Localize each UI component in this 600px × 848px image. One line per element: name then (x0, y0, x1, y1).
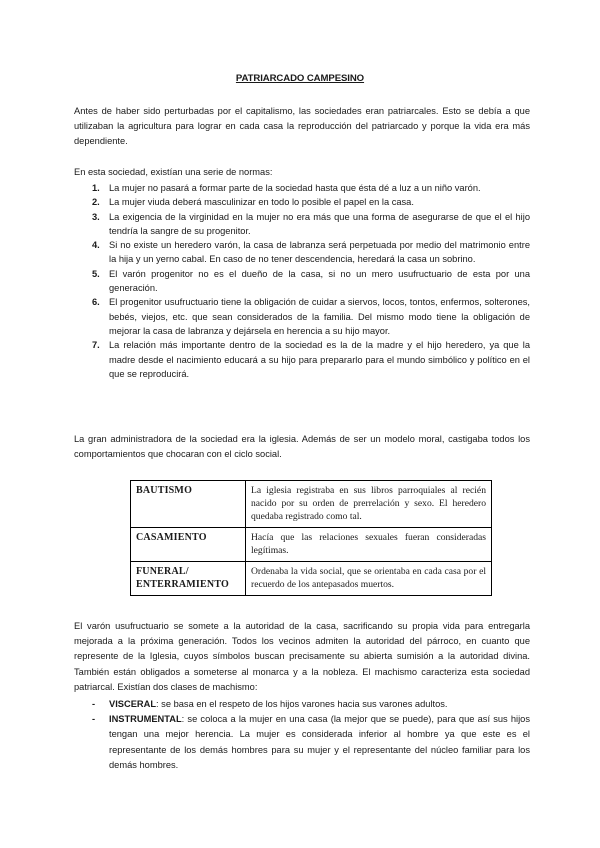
authority-paragraph: El varón usufructuario se somete a la autoridad de la casa, sacrificando su propia vida para entregarla mejorada a la próxima generación. Todos los vecinos admiten la autoridad del párroco, en cuanto que represente de la Iglesia, cuyos símbolos buscan precisamente su abierta sumisión a la autoridad divina. También están obligados a someterse al monarca y a la nobleza. El machismo caracteriza esta sociedad patriarcal. Existían dos clases de machismo: (74, 621, 530, 692)
norm-text: La mujer no pasará a formar parte de la sociedad hasta que ésta dé a luz a un niño varón. (109, 183, 481, 193)
norm-text: Si no existe un heredero varón, la casa de labranza será perpetuada por medio del matrimonio entre la hija y un yerno cabal. En caso de no tener descendencia, heredará la casa un sobrino. (109, 240, 530, 265)
machismo-item (74, 712, 530, 773)
norm-number: 5. (92, 268, 100, 279)
machismo-list (74, 697, 530, 773)
norm-number: 7. (92, 340, 100, 351)
norm-text: El progenitor usufructuario tiene la obligación de cuidar a siervos, locos, tontos, enfermos, solterones, bebés, viejos, etc. que sean considerados de la familia. Del mismo modo tiene la obligación de mejorar la casa de labranza y dejársela en herencia a su hijo mayor. (109, 297, 530, 336)
intro-paragraph: Antes de haber sido perturbadas por el capitalismo, las sociedades eran patriarcales. Esto se debía a que utilizaban la agricultura para lograr en cada casa la reproducción del patriarcado y porque la vida era más dependiente. (74, 106, 530, 147)
norm-item (74, 181, 530, 195)
table-row (131, 481, 492, 528)
rite-definition: Hacía que las relaciones sexuales fueran consideradas legítimas. (246, 527, 492, 561)
norms-list (74, 181, 530, 381)
document-title: PATRIARCADO CAMPESINO (235, 73, 365, 84)
norm-text: El varón progenitor no es el dueño de la casa, si no un mero usufructuario de esta por una generación. (109, 268, 530, 294)
list-dash: - (92, 699, 96, 709)
norm-item (74, 210, 530, 239)
rite-definition: La iglesia registraba en sus libros parroquiales al recién nacido por su orden de prerrelación y sexo. El heredero quedaba registrado como tal. (246, 481, 492, 528)
machismo-term: INSTRUMENTAL (109, 714, 182, 725)
norm-number: 1. (92, 183, 100, 193)
norm-number: 4. (92, 240, 100, 251)
list-dash: - (92, 714, 96, 725)
norm-number: 3. (92, 211, 100, 222)
rite-term: FUNERAL/ ENTERRAMIENTO (131, 561, 246, 595)
rite-term: BAUTISMO (131, 481, 246, 528)
machismo-text: : se basa en el respeto de los hijos varones hacia sus varones adultos. (156, 699, 448, 709)
church-paragraph: La gran administradora de la sociedad era la iglesia. Además de ser un modelo moral, castigaba todos los comportamientos que chocaran con el ciclo social. (74, 434, 530, 460)
machismo-term: VISCERAL (109, 699, 157, 709)
norm-number: 6. (92, 297, 100, 308)
norm-text: La relación más importante dentro de la sociedad es la de la madre y el hijo heredero, ya que la madre desde el nacimiento educará a su hijo para prepararlo para el mundo simbólico y político en el que se reproducirá. (109, 340, 530, 379)
rites-table (130, 480, 492, 596)
machismo-item (74, 697, 530, 712)
norm-item (74, 238, 530, 267)
norm-item (74, 267, 530, 296)
norm-item (74, 338, 530, 381)
norm-item (74, 195, 530, 209)
rite-term: CASAMIENTO (131, 527, 246, 561)
table-row (131, 527, 492, 561)
norm-number: 2. (92, 197, 100, 208)
norms-intro: En esta sociedad, existían una serie de normas: (74, 167, 273, 177)
table-row (131, 561, 492, 595)
norm-item (74, 295, 530, 338)
rite-definition: Ordenaba la vida social, que se orientaba en cada casa por el recuerdo de los antepasados muertos. (246, 561, 492, 595)
machismo-text: : se coloca a la mujer en una casa (la mejor que se puede), para que así sus hijos tengan una mejor herencia. La mujer es considerada inferior al hombre ya que este es el representante de los demás hombres para su mujer y el representante del núcleo familiar para los demás hombres. (109, 714, 530, 770)
norm-text: La exigencia de la virginidad en la mujer no era más que una forma de asegurarse de que el el hijo tendría la sangre de su progenitor. (109, 211, 530, 236)
norm-text: La mujer viuda deberá masculinizar en todo lo posible el papel en la casa. (109, 197, 414, 208)
